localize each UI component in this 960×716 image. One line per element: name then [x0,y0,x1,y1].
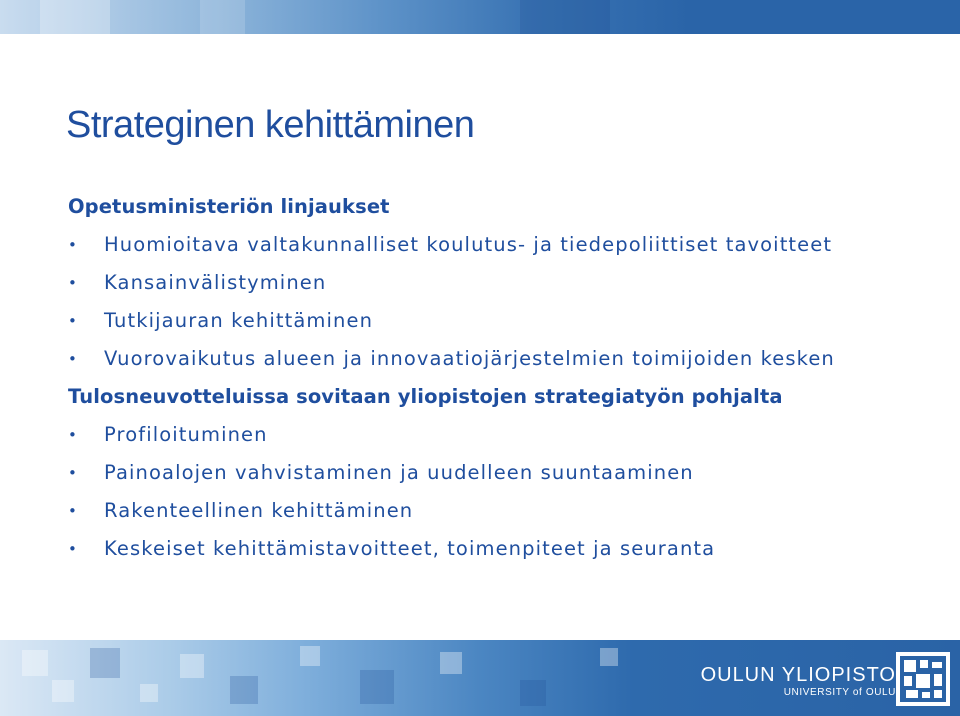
header-band-block [200,0,245,34]
bullet-dot: • [68,540,77,558]
bullet-item [68,492,948,530]
bullet-text: Keskeiset kehittämistavoitteet, toimenpiteet ja seuranta [104,537,716,560]
university-name: OULUN YLIOPISTO [700,664,896,686]
bullet-item [68,226,948,264]
bullet-text: Vuorovaikutus alueen ja innovaatiojärjestelmien toimijoiden kesken [104,347,835,370]
bullet-text: Tutkijauran kehittäminen [104,309,374,332]
footer-square [300,646,320,666]
university-subtitle: UNIVERSITY of OULU [783,687,896,698]
bullet-dot: • [68,236,77,254]
bullet-dot: • [68,274,77,292]
bullet-text: Profiloituminen [104,423,268,446]
header-band-block [40,0,110,34]
bullet-dot: • [68,426,77,444]
bullet-text: Huomioitava valtakunnalliset koulutus- ja tiedepoliittiset tavoitteet [104,233,833,256]
university-brand [701,664,896,700]
bullet-item [68,416,948,454]
footer-square [180,654,204,678]
bullet-dot: • [68,350,77,368]
bullet-text: Rakenteellinen kehittäminen [104,499,414,522]
bullet-dot: • [68,464,77,482]
bullet-item [68,530,948,568]
bullet-text: Painoalojen vahvistaminen ja uudelleen suuntaaminen [104,461,694,484]
footer-square [52,680,74,702]
bullet-item [68,340,948,378]
footer-square [90,648,120,678]
footer-square [22,650,48,676]
footer-square [600,648,618,666]
university-logo-icon [896,652,950,706]
bullet-item [68,264,948,302]
bullet-item [68,454,948,492]
section-heading: Tulosneuvotteluissa sovitaan yliopistojen strategiatyön pohjalta [68,385,783,408]
footer-square [230,676,258,704]
section-heading: Opetusministeriön linjaukset [68,195,390,218]
footer-square [520,680,546,706]
slide-title: Strateginen kehittäminen [66,104,475,146]
header-band-block [520,0,610,34]
slide-body [68,188,948,568]
bullet-text: Kansainvälistyminen [104,271,327,294]
footer-square [140,684,158,702]
header-band [0,0,960,34]
bullet-dot: • [68,312,77,330]
footer-square [360,670,394,704]
bullet-item [68,302,948,340]
footer-square [440,652,462,674]
bullet-dot: • [68,502,77,520]
